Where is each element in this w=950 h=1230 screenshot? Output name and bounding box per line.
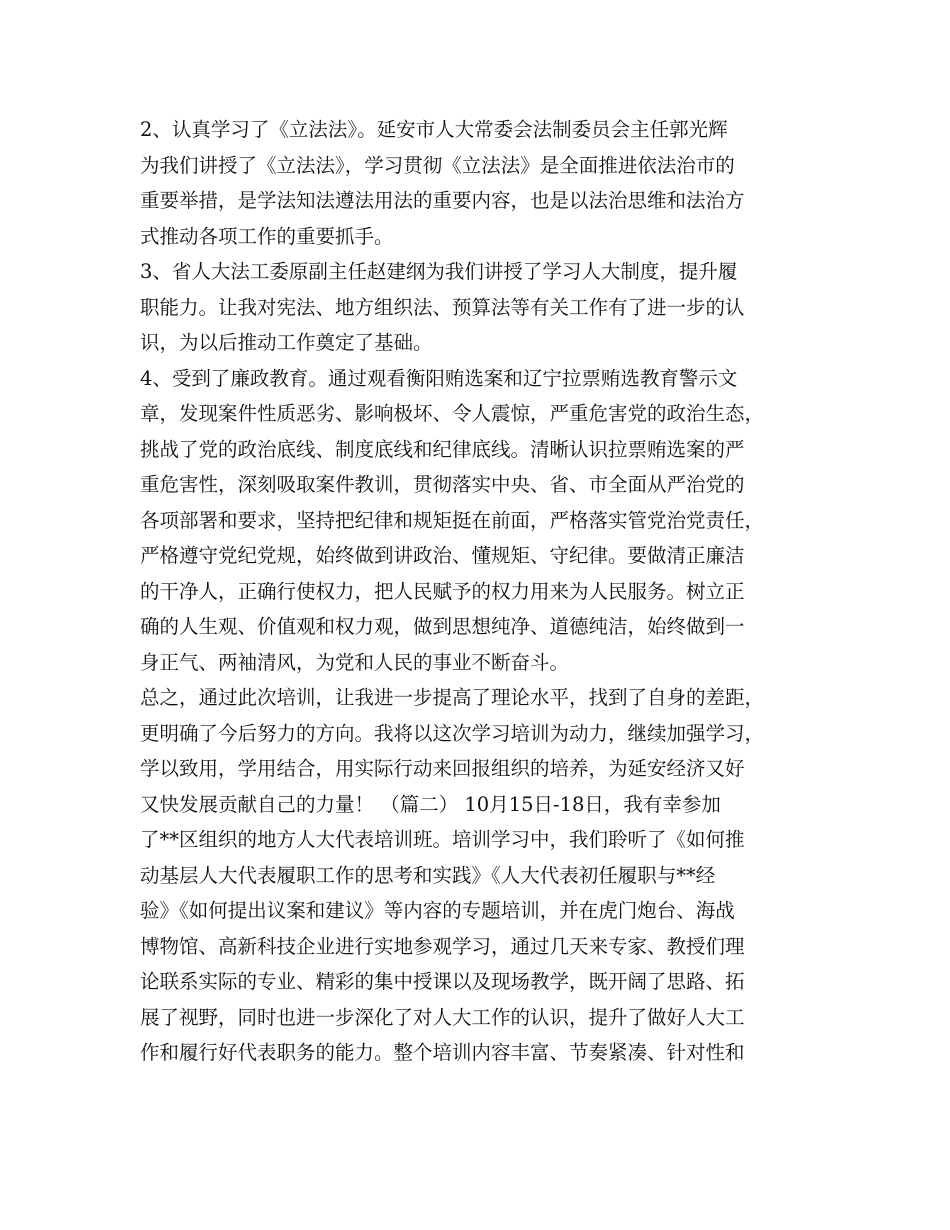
text-line-8: 4、受到了廉政教育。通过观看衡阳贿选案和辽宁拉票贿选教育警示文 xyxy=(140,366,738,390)
text-line-4: 式推动各项工作的重要抓手。 xyxy=(140,224,394,248)
text-line-27: 作和履行好代表职务的能力。整个培训内容丰富、节奏紧凑、针对性和 xyxy=(140,1041,745,1064)
text-line-22: 动基层人大代表履职工作的思考和实践》《人大代表初任履职与**经 xyxy=(140,863,716,887)
text-line-19: 学以致用，学用结合，用实际行动来回报组织的培养，为延安经济又好 xyxy=(140,757,745,780)
text-line-23: 验》《如何提出议案和建议》等内容的专题培训，并在虎门炮台、海战 xyxy=(140,899,735,922)
text-line-21: 了**区组织的地方人大代表培训班。培训学习中，我们聆听了《如何推 xyxy=(140,828,745,851)
text-line-24: 博物馆、高新科技企业进行实地参观学习，通过几天来专家、教授们理 xyxy=(140,934,745,958)
text-line-17: 总之，通过此次培训，让我进一步提高了理论水平，找到了自身的差距， xyxy=(140,686,765,709)
text-line-3: 重要举措，是学法知法遵法用法的重要内容，也是以法治思维和法治方 xyxy=(140,189,745,212)
text-line-7: 识，为以后推动工作奠定了基础。 xyxy=(140,331,433,354)
text-line-2: 为我们讲授了《立法法》，学习贯彻《立法法》是全面推进依法治市的 xyxy=(140,153,735,177)
text-line-26: 展了视野，同时也进一步深化了对人大工作的认识，提升了做好人大工 xyxy=(140,1005,745,1029)
text-line-10: 挑战了党的政治底线、制度底线和纪律底线。清晰认识拉票贿选案的严 xyxy=(140,437,745,461)
text-line-18: 更明确了今后努力的方向。我将以这次学习培训为动力，继续加强学习， xyxy=(140,721,765,745)
text-line-11: 重危害性，深刻吸取案件教训，贯彻落实中央、省、市全面从严治党的 xyxy=(140,473,745,496)
document-body xyxy=(140,112,820,1071)
text-line-25: 论联系实际的专业、精彩的集中授课以及现场教学，既开阔了思路、拓 xyxy=(140,970,745,993)
text-line-16: 身正气、两袖清风，为党和人民的事业不断奋斗。 xyxy=(140,650,570,674)
text-line-6: 职能力。让我对宪法、地方组织法、预算法等有关工作有了进一步的认 xyxy=(140,295,745,319)
text-line-1: 2、认真学习了《立法法》。延安市人大常委会法制委员会主任郭光辉 xyxy=(140,118,728,141)
text-line-5: 3、省人大法工委原副主任赵建纲为我们讲授了学习人大制度，提升履 xyxy=(140,260,738,283)
text-line-15: 确的人生观、价值观和权力观，做到思想纯净、道德纯洁，始终做到一 xyxy=(140,615,745,638)
text-line-9: 章，发现案件性质恶劣、影响极坏、令人震惊，严重危害党的政治生态， xyxy=(140,402,765,425)
text-line-13: 严格遵守党纪党规，始终做到讲政治、懂规矩、守纪律。要做清正廉洁 xyxy=(140,544,745,567)
text-line-12: 各项部署和要求，坚持把纪律和规矩挺在前面，严格落实管党治党责任， xyxy=(140,508,765,532)
text-line-20: 又快发展贡献自己的力量！ （篇二） 10月15日-18日，我有幸参加 xyxy=(140,792,721,816)
text-line-14: 的干净人，正确行使权力，把人民赋予的权力用来为人民服务。树立正 xyxy=(140,579,745,603)
